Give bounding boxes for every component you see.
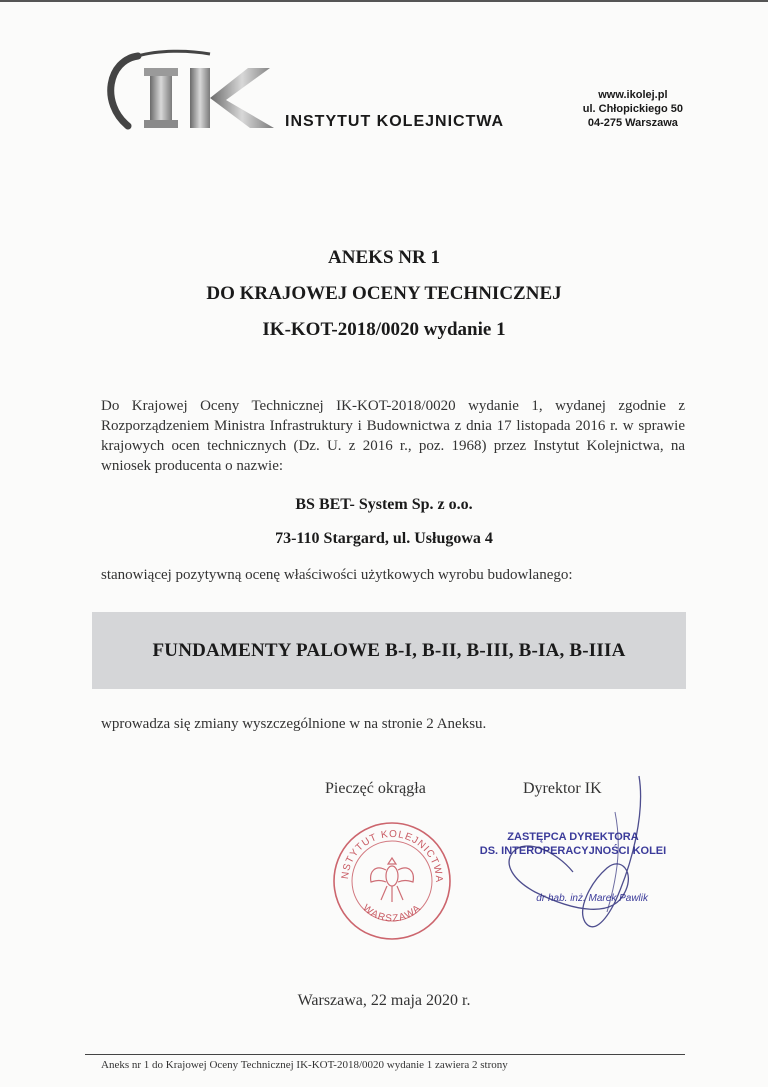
producer-address: 73-110 Stargard, ul. Usługowa 4: [275, 530, 493, 547]
round-seal-stamp: [331, 820, 453, 942]
product-lead-text: stanowiącej pozytywną ocenę właściwości użytkowych wyrobu budowlanego:: [101, 567, 573, 583]
institute-name: INSTYTUT KOLEJNICTWA: [285, 113, 505, 130]
street-address: ul. Chłopickiego 50: [582, 103, 683, 115]
title-line-annex: ANEKS NR 1: [328, 247, 440, 268]
seal-text: NSTYTUT KOLEJNICTWA: [339, 828, 445, 884]
producer-name: BS BET- System Sp. z o.o.: [295, 496, 473, 513]
eagle-emblem-icon: [371, 858, 414, 902]
stamp-signer-name: dr hab. inż. Marek Pawlik: [536, 893, 648, 904]
city-address: 04-275 Warszawa: [587, 117, 678, 129]
title-line-reference: IK-KOT-2018/0020 wydanie 1: [262, 319, 506, 340]
director-label: Dyrektor IK: [523, 780, 602, 797]
document-title: [0, 240, 768, 348]
stamp-line-department: DS. INTEROPERACYJNOŚCI KOLEI: [479, 845, 667, 857]
top-border-line: [0, 0, 768, 2]
ik-logo-graphic: [98, 48, 283, 133]
handwritten-signature: [495, 772, 655, 942]
ik-logo: [98, 48, 283, 133]
product-name: FUNDAMENTY PALOWE B-I, B-II, B-III, B-IA, B-IIIA: [152, 639, 626, 661]
svg-text:INSTYTUT KOLEJNICTWA: [331, 820, 444, 883]
intro-paragraph: Do Krajowej Oceny Technicznej IK-KOT-2018/0020 wydanie 1, wydanej zgodnie z Rozporządzeniem Ministra Infrastruktury i Budownictwa z dnia 17 listopada 2016 r. w sprawie krajowych ocen technicznych (Dz. U. z 2016 r., poz. 1968) przez Instytut Kolejnictwa, na wniosek producenta o nazwie:: [101, 398, 685, 474]
product-band: [92, 612, 686, 689]
footer-note: Aneks nr 1 do Krajowej Oceny Technicznej IK-KOT-2018/0020 wydanie 1 zawiera 2 strony: [101, 1059, 508, 1071]
stamp-line-title: ZASTĘPCA DYREKTORA: [507, 831, 639, 843]
svg-text:WARSZAWA: [360, 903, 423, 925]
place-and-date: Warszawa, 22 maja 2020 r.: [297, 992, 471, 1009]
seal-label: Pieczęć okrągła: [325, 780, 426, 797]
contact-block: [583, 88, 683, 130]
seal-city: WARSZAWA: [360, 902, 424, 925]
producer-block: [0, 488, 768, 556]
website: www.ikolej.pl: [598, 89, 668, 101]
title-line-assessment: DO KRAJOWEJ OCENY TECHNICZNEJ: [206, 283, 562, 304]
changes-statement: wprowadza się zmiany wyszczególnione w na stronie 2 Aneksu.: [101, 716, 487, 732]
footer-divider: [85, 1054, 685, 1055]
